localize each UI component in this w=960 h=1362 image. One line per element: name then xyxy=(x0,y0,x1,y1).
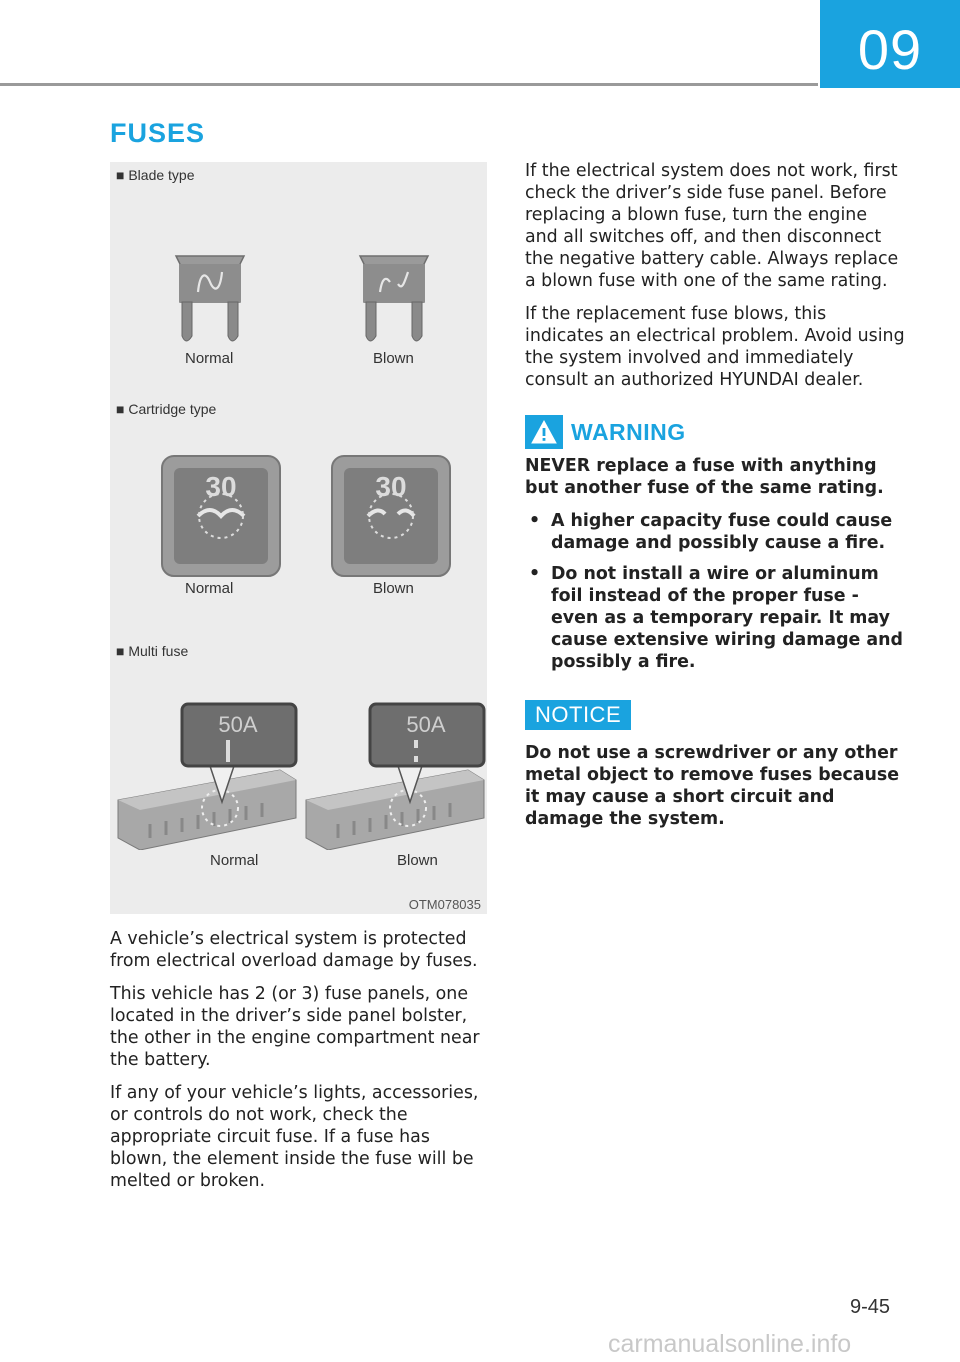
bullet: • xyxy=(529,511,541,531)
cartridge-type-heading: ■ Cartridge type xyxy=(116,401,217,417)
right-column xyxy=(525,160,905,841)
blade-fuse-blown-image xyxy=(354,250,434,350)
warning-title: WARNING xyxy=(571,419,686,445)
blade-fuse-normal-image xyxy=(170,250,250,350)
cartridge-blown-mark: 30 xyxy=(375,471,407,502)
notice-text: Do not use a screwdriver or any other metal object to remove fuses because it may cause a short circuit and damage the system. xyxy=(525,743,900,829)
multi-fuse-normal-image xyxy=(110,700,300,850)
notice-badge: NOTICE xyxy=(525,700,631,730)
warning-item-text: A higher capacity fuse could cause damage and possibly cause a fire. xyxy=(551,511,893,553)
body-paragraph: This vehicle has 2 (or 3) fuse panels, one located in the driver’s side panel bolster, the other in the engine compartment near the battery. xyxy=(110,984,480,1070)
blade-type-heading: ■ Blade type xyxy=(116,167,195,183)
header-rule xyxy=(0,83,818,86)
chapter-tab: 09 xyxy=(820,0,960,88)
multi-normal-mark: 50A xyxy=(218,712,258,737)
warning-triangle-icon xyxy=(525,415,563,449)
page-number: 9-45 xyxy=(850,1296,891,1318)
warning-header xyxy=(525,415,905,449)
cartridge-fuse-normal-image xyxy=(160,454,282,578)
watermark: carmanualsonline.info xyxy=(608,1330,852,1358)
multi-fuse-heading: ■ Multi fuse xyxy=(116,643,189,659)
blade-blown-label: Blown xyxy=(373,350,414,367)
cartridge-blown-label: Blown xyxy=(373,580,414,597)
multi-blown-mark: 50A xyxy=(406,712,446,737)
figure-code: OTM078035 xyxy=(408,897,481,912)
fuse-figure xyxy=(110,162,487,914)
left-column xyxy=(110,928,490,1203)
body-paragraph: If the electrical system does not work, first check the driver’s side fuse panel. Before replacing a blown fuse, turn the engine and all switches off, and then disconnect the negative battery cable. Always replace a blown fuse with one of the same rating. xyxy=(525,161,899,291)
warning-lead: NEVER replace a fuse with anything but another fuse of the same rating. xyxy=(525,456,884,498)
body-paragraph: A vehicle’s electrical system is protected from electrical overload damage by fuses. xyxy=(110,929,478,971)
multi-fuse-blown-image xyxy=(300,700,487,850)
section-title: FUSES xyxy=(110,118,206,148)
warning-list xyxy=(525,510,905,673)
cartridge-fuse-blown-image xyxy=(330,454,452,578)
multi-normal-label: Normal xyxy=(210,852,259,869)
body-paragraph: If the replacement fuse blows, this indicates an electrical problem. Avoid using the system involved and immediately consult an authorized HYUNDAI dealer. xyxy=(525,304,905,390)
warning-item-text: Do not install a wire or aluminum foil instead of the proper fuse - even as a temporary repair. It may cause extensive wiring damage and possibly a fire. xyxy=(551,564,903,672)
body-paragraph: If any of your vehicle’s lights, accessories, or controls do not work, check the appropriate circuit fuse. If a fuse has blown, the element inside the fuse will be melted or broken. xyxy=(110,1083,479,1191)
blade-normal-label: Normal xyxy=(185,350,234,367)
cartridge-normal-label: Normal xyxy=(185,580,234,597)
bullet: • xyxy=(529,564,541,584)
list-item xyxy=(525,510,905,554)
multi-blown-label: Blown xyxy=(397,852,438,869)
list-item xyxy=(525,563,905,673)
cartridge-normal-mark: 30 xyxy=(205,471,237,502)
